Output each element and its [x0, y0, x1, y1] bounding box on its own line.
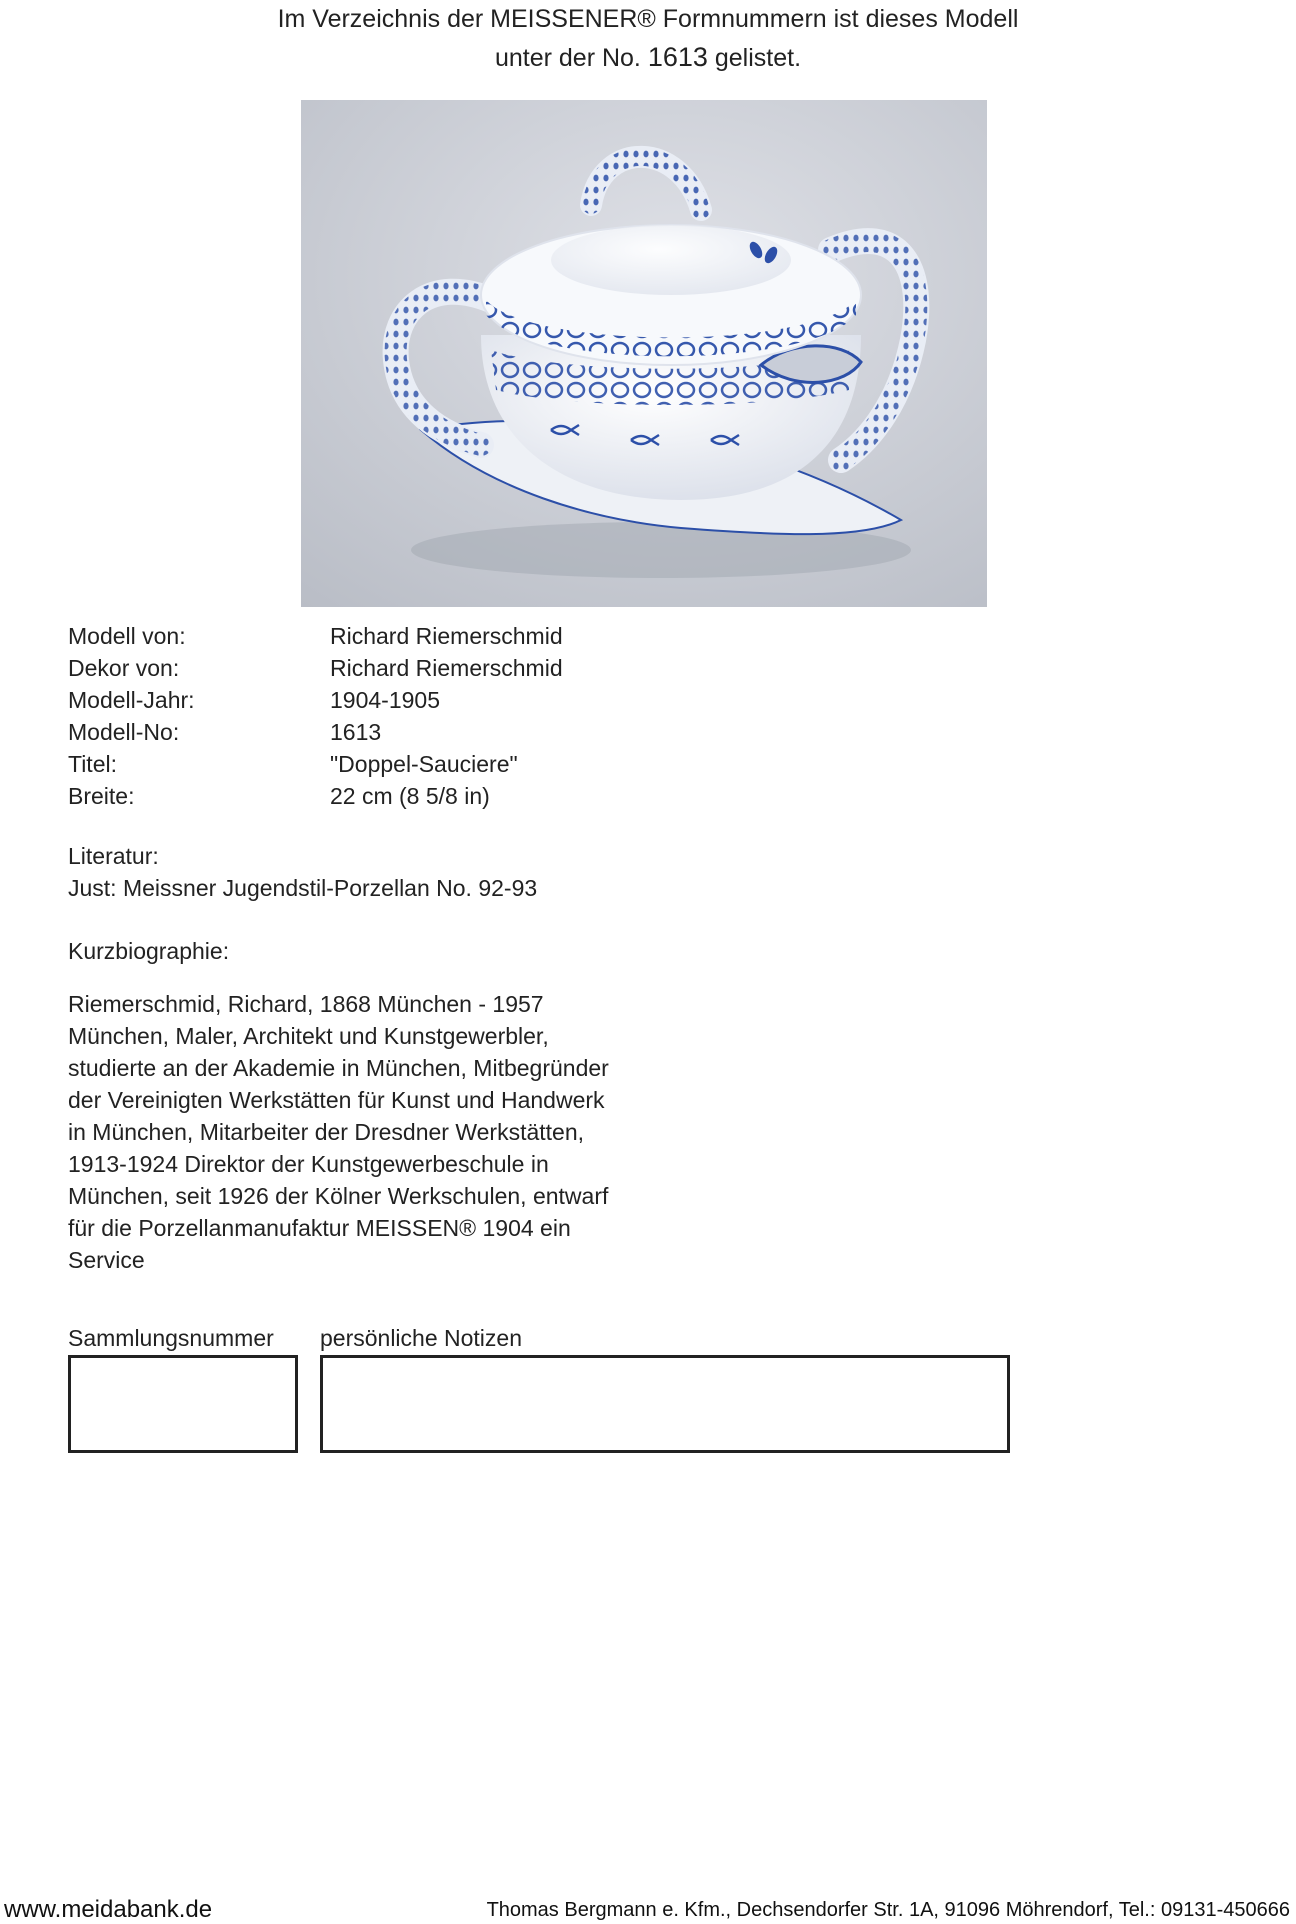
- biography-line: 1913-1924 Direktor der Kunstgewerbeschule in: [68, 1151, 549, 1177]
- page-header: [0, 0, 1296, 77]
- product-photo: [301, 100, 987, 607]
- biography-line: München, Maler, Architekt und Kunstgewerbler,: [68, 1023, 549, 1049]
- detail-value: 1904-1905: [330, 687, 440, 713]
- collection-number-field[interactable]: [68, 1355, 298, 1453]
- detail-label: Modell-No:: [68, 719, 180, 745]
- header-line-2-prefix: unter der No.: [494, 44, 641, 72]
- detail-label: Modell-Jahr:: [68, 687, 195, 713]
- detail-row-decor-by: [68, 652, 563, 684]
- detail-row-model-year: [68, 684, 563, 716]
- biography-line: Service: [68, 1247, 145, 1273]
- biography-line: für die Porzellanmanufaktur MEISSEN® 1904 ein: [68, 1215, 571, 1241]
- collection-number-label: Sammlungsnummer: [68, 1325, 274, 1351]
- biography-line: studierte an der Akademie in München, Mitbegründer: [68, 1055, 609, 1081]
- detail-label: Modell von:: [68, 623, 186, 649]
- biography-line: Riemerschmid, Richard, 1868 München - 1957: [68, 991, 544, 1017]
- biography-line: München, seit 1926 der Kölner Werkschulen, entwarf: [68, 1183, 609, 1209]
- detail-value: 22 cm (8 5/8 in): [330, 783, 490, 809]
- personal-notes-field[interactable]: [320, 1355, 1010, 1453]
- biography-text: [68, 988, 648, 1276]
- model-details: [68, 620, 563, 812]
- biography-line: in München, Mitarbeiter der Dresdner Werkstätten,: [68, 1119, 585, 1145]
- detail-label: Dekor von:: [68, 655, 180, 681]
- biography-line: der Vereinigten Werkstätten für Kunst und Handwerk: [68, 1087, 605, 1113]
- detail-row-model-by: [68, 620, 563, 652]
- footer-website[interactable]: www.meidabank.de: [4, 1896, 213, 1923]
- header-line-2-suffix: gelistet.: [714, 44, 802, 72]
- personal-notes-label: persönliche Notizen: [320, 1325, 523, 1351]
- detail-value: Richard Riemerschmid: [330, 623, 563, 649]
- header-line-1: Im Verzeichnis der MEISSENER® Formnummern ist dieses Modell: [277, 5, 1019, 33]
- detail-row-model-no: [68, 716, 563, 748]
- footer-contact: Thomas Bergmann e. Kfm., Dechsendorfer Str. 1A, 91096 Möhrendorf, Tel.: 09131-450666: [486, 1899, 1290, 1921]
- detail-value: 1613: [330, 719, 382, 745]
- literature-text: Just: Meissner Jugendstil-Porzellan No. 92-93: [68, 875, 538, 901]
- literature-title: Literatur:: [68, 843, 159, 869]
- detail-label: Breite:: [68, 783, 135, 809]
- detail-value: "Doppel-Sauciere": [330, 751, 518, 777]
- model-number-highlight: 1613: [647, 42, 708, 72]
- header-line-2: [0, 38, 1296, 77]
- detail-label: Titel:: [68, 751, 117, 777]
- detail-value: Richard Riemerschmid: [330, 655, 563, 681]
- sauceboat-illustration: [301, 100, 987, 607]
- biography-title: Kurzbiographie:: [68, 938, 230, 964]
- detail-row-title: [68, 748, 563, 780]
- detail-row-width: [68, 780, 563, 812]
